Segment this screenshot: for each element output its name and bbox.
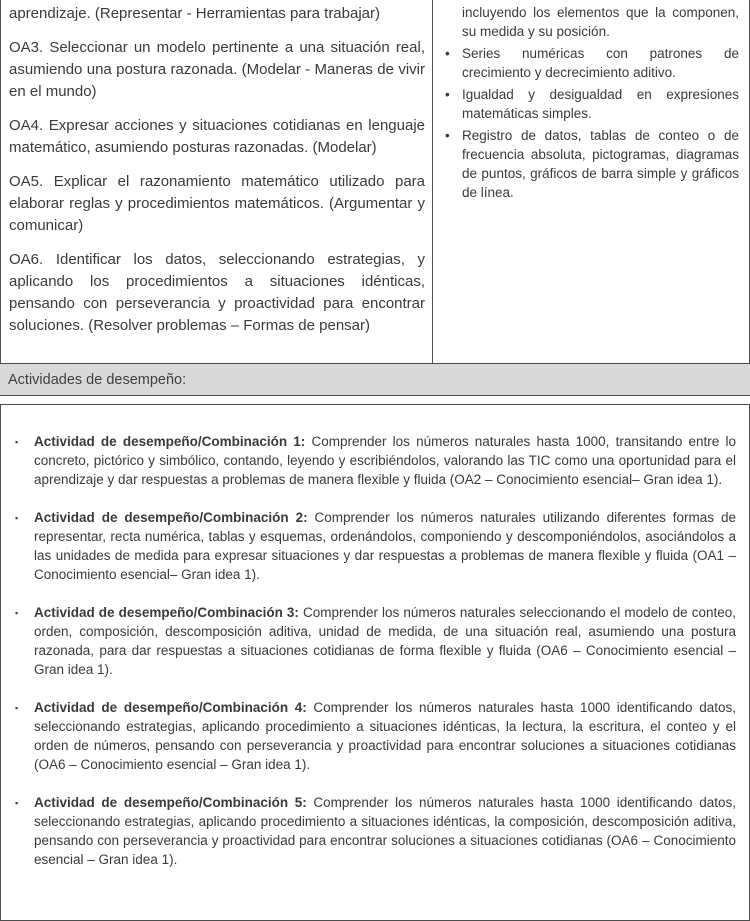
activity-title: Actividad de desempeño/Combinación 2: [34, 510, 308, 525]
square-bullet-icon: ▪ [15, 437, 19, 447]
objective-paragraph-oa3: OA3. Seleccionar un modelo pertinente a una situación real, asumiendo una postura razonada. (Modelar - Maneras de vivir en el mundo) [9, 39, 425, 100]
section-header-label: Actividades de desempeño: [8, 371, 187, 388]
activity-text [34, 698, 736, 774]
section-gap [0, 396, 750, 404]
activity-title: Actividad de desempeño/Combinación 4: [34, 700, 307, 715]
objective-paragraph-oa5: OA5. Explicar el razonamiento matemático utilizado para elaborar reglas y procedimientos matemáticos. (Argumentar y comunicar) [9, 173, 425, 234]
activity-item [15, 793, 736, 869]
activity-title: Actividad de desempeño/Combinación 3: [34, 605, 299, 620]
objective-paragraph-oa6: OA6. Identificar los datos, seleccionando estrategias, y aplicando los procedimientos a situaciones idénticas, pensando con perseverancia y proactividad para encontrar soluciones. (Resolver problemas – Formas de pensar) [9, 251, 425, 334]
activity-item [15, 508, 736, 584]
activity-text [34, 508, 736, 584]
activity-text [34, 603, 736, 679]
square-bullet-icon: ▪ [15, 608, 19, 618]
square-bullet-icon: ▪ [15, 798, 19, 808]
list-item-text: Series numéricas con patrones de crecimiento y decrecimiento aditivo. [462, 46, 739, 80]
activity-body: Comprender los números naturales utilizando diferentes formas de representar, recta numérica, tablas y esquemas, ordenándolos, componiendo y descomponiéndolos, asociándolos a las unidades de medida para expresar situaciones y dar respuestas a problemas de manera flexible y fluida (OA1 – Conocimiento esencial– Gran idea 1). [34, 510, 736, 582]
activity-title: Actividad de desempeño/Combinación 1: [34, 434, 306, 449]
list-item-text: Registro de datos, tablas de conteo o de frecuencia absoluta, pictogramas, diagramas de puntos, gráficos de barra simple y gráficos de línea. [462, 128, 739, 200]
list-item [445, 85, 739, 123]
activity-item [15, 603, 736, 679]
list-item-text: Igualdad y desigualdad en expresiones matemáticas simples. [462, 87, 739, 121]
objective-paragraph-oa4: OA4. Expresar acciones y situaciones cotidianas en lenguaje matemático, asumiendo posturas razonadas. (Modelar) [9, 117, 425, 156]
section-header-band [0, 363, 750, 396]
activity-body: Comprender los números naturales hasta 1000 identificando datos, seleccionando estrategias, aplicando procedimiento a situaciones idénticas, la lectura, la escritura, el conteo y el orden de números, pensando con perseverancia y proactividad para encontrar soluciones a situaciones cotidianas (OA6 – Conocimiento esencial – Gran idea 1). [34, 700, 736, 772]
contents-column [433, 0, 750, 363]
objectives-column [0, 0, 433, 363]
objectives-contents-row [0, 0, 750, 363]
bullet-icon: • [445, 128, 450, 143]
activities-section [0, 404, 750, 921]
bullet-icon: • [445, 46, 450, 61]
activity-body: Comprender los números naturales hasta 1000, transitando entre lo concreto, pictórico y simbólico, contando, leyendo y escribiéndolos, valorando las TIC como una oportunidad para el aprendizaje y dar respuestas a problemas de manera flexible y fluida (OA2 – Conocimiento esencial– Gran idea 1). [34, 434, 736, 487]
activity-title: Actividad de desempeño/Combinación 5: [34, 795, 307, 810]
activity-item [15, 432, 736, 489]
contents-continuation-text: incluyendo los elementos que la componen, su medida y su posición. [462, 5, 739, 39]
square-bullet-icon: ▪ [15, 513, 19, 523]
objective-paragraph-continuation: aprendizaje. (Representar - Herramientas para trabajar) [9, 5, 381, 22]
list-item [445, 126, 739, 202]
activity-body: Comprender los números naturales hasta 1000 identificando datos, seleccionando estrategias, aplicando procedimiento a situaciones idénticas, la composición, descomposición aditiva, pensando con perseverancia y proactividad para encontrar soluciones a situaciones cotidianas (OA6 – Conocimiento esencial – Gran idea 1). [34, 795, 736, 867]
bullet-icon: • [445, 87, 450, 102]
activity-text [34, 793, 736, 869]
list-item [445, 44, 739, 82]
square-bullet-icon: ▪ [15, 703, 19, 713]
activity-body: Comprender los números naturales seleccionando el modelo de conteo, orden, composición, descomposición aditiva, unidad de medida, de una situación real, asumiendo una postura razonada, para dar respuestas a situaciones cotidianas de forma flexible y fluida (OA6 – Conocimiento esencial – Gran idea 1). [34, 605, 736, 677]
activity-text [34, 432, 736, 489]
activity-item [15, 698, 736, 774]
